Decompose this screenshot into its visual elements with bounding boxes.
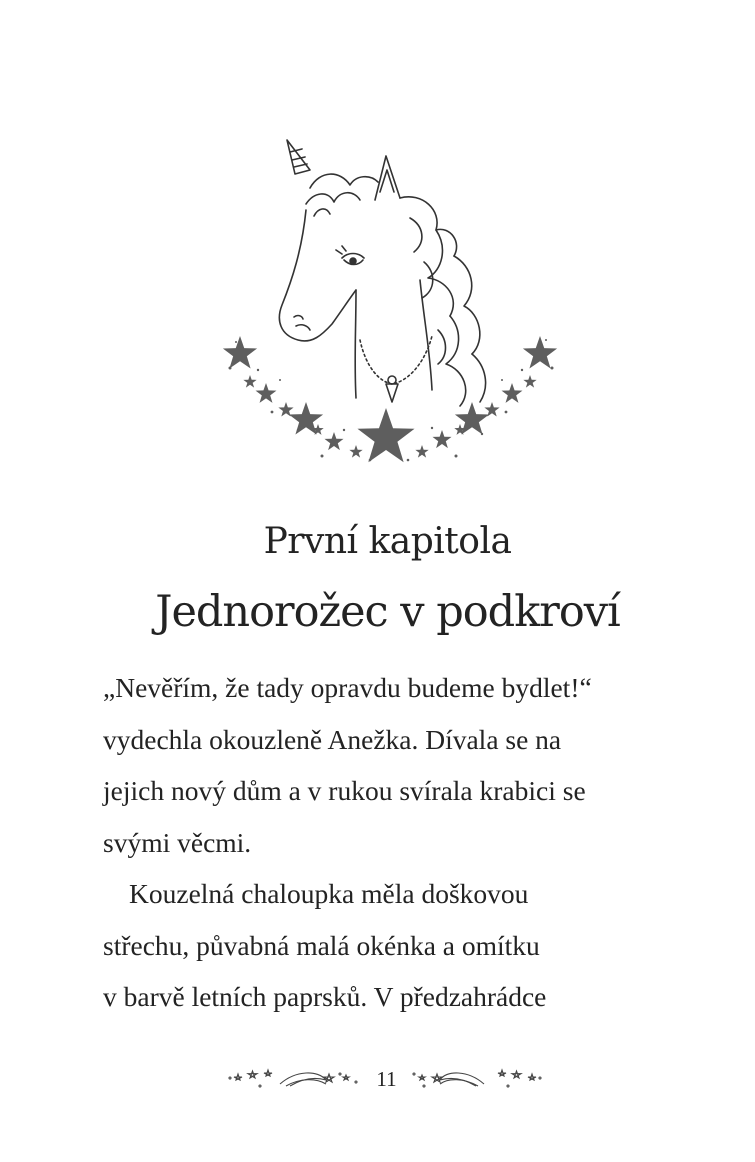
chapter-title: Jednorožec v podkroví <box>155 586 620 637</box>
text-line: svými věcmi. <box>103 826 252 858</box>
text-line: v barvě letních paprsků. V předzahrádce <box>103 981 547 1012</box>
text-line: Kouzelná chaloupka měla doškovou <box>129 878 529 909</box>
page-number: 11 <box>376 1067 397 1091</box>
star-swirl-ornament-left-icon <box>229 1070 357 1087</box>
paragraph-2 <box>103 868 683 1023</box>
chapter-body <box>103 662 683 1023</box>
paragraph-1 <box>103 662 683 868</box>
text-line: střechu, půvabná malá okénka a omítku <box>103 929 540 961</box>
text-line: jejich nový dům a v rukou svírala krabici se <box>103 775 586 806</box>
unicorn-illustration-icon <box>210 130 570 475</box>
chapter-number: První kapitola <box>263 521 512 563</box>
star-swirl-ornament-right-icon <box>413 1070 541 1087</box>
text-line: vydechla okouzleně Anežka. Dívala se na <box>103 723 562 755</box>
text-line: „Nevěřím, že tady opravdu budeme bydlet!“ <box>103 672 592 703</box>
